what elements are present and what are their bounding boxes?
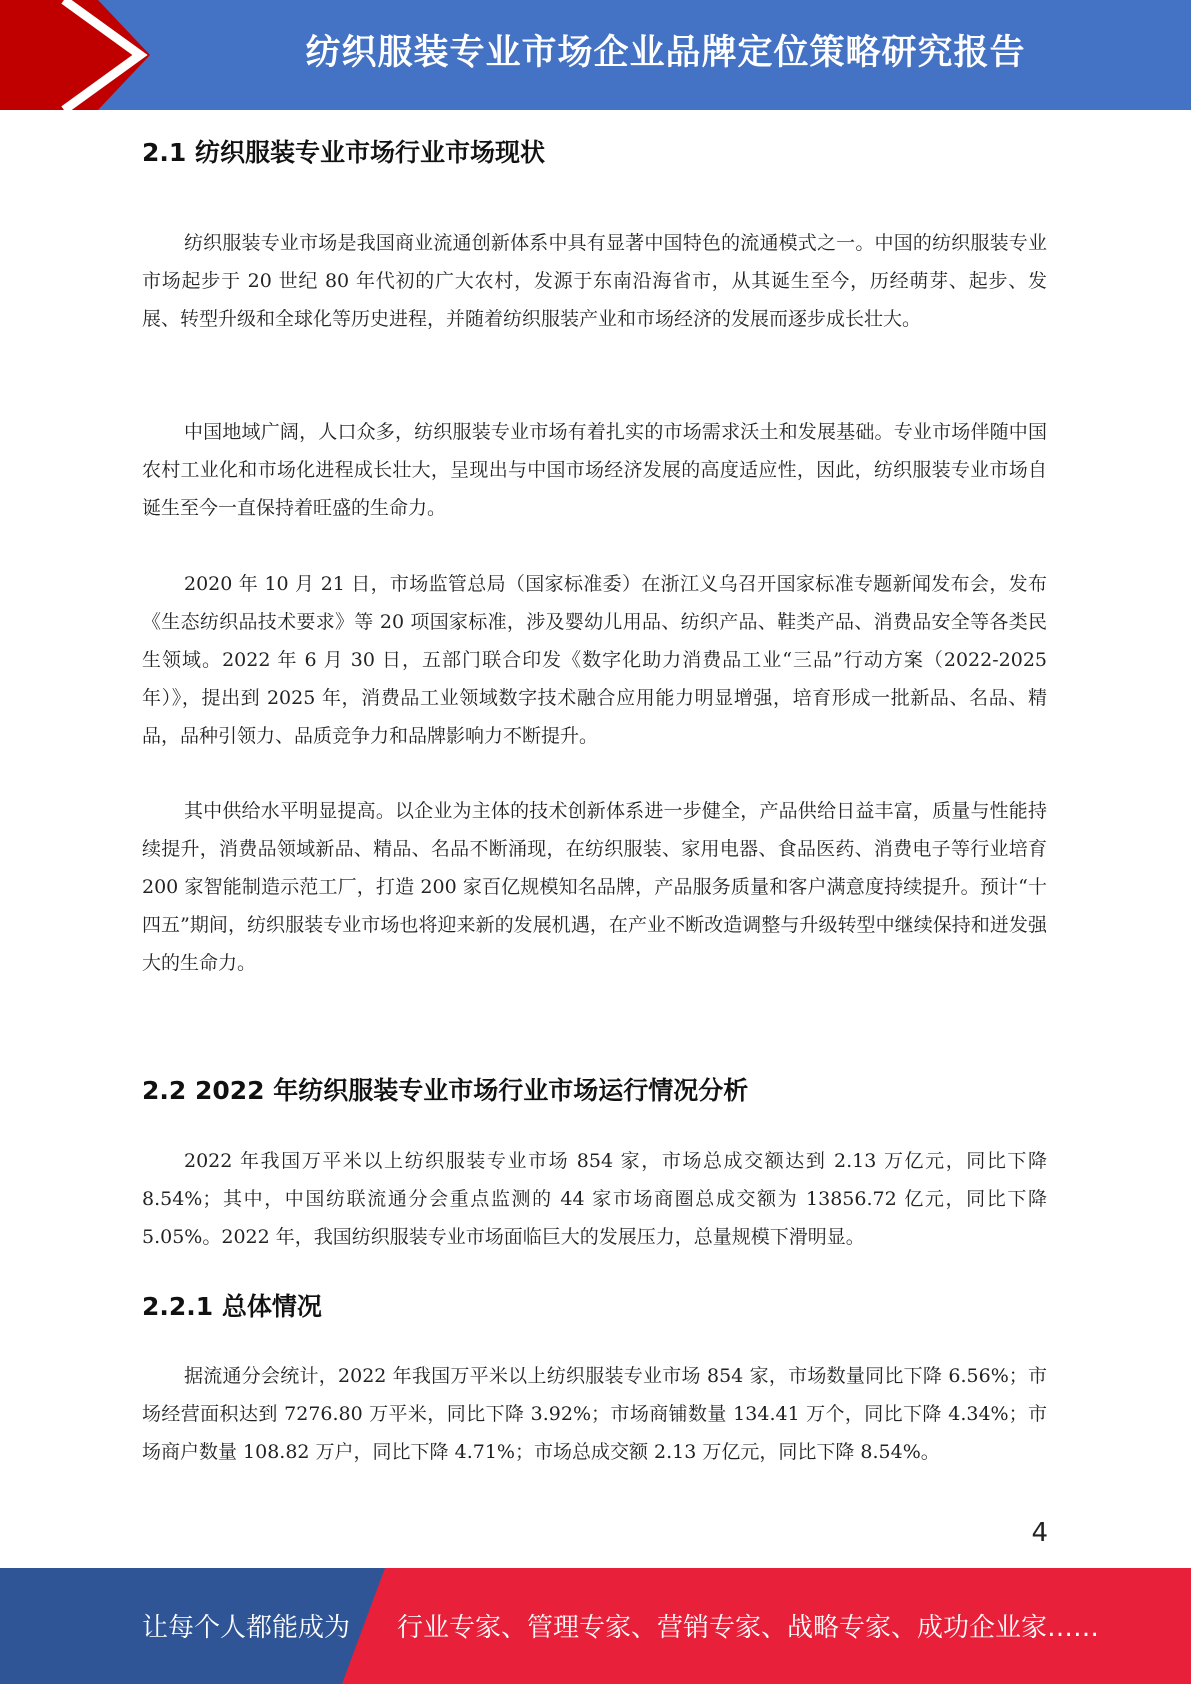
paragraph: 2022 年我国万平米以上纺织服装专业市场 854 家，市场总成交额达到 2.13 万亿元，同比下降 8.54%；其中，中国纺联流通分会重点监测的 44 家市场商圈总成交额为 13856.72 亿元，同比下降 5.05%。2022 年，我国纺织服装专业市场面临巨大的发展压力，总量规模下滑明显。 — [142, 1150, 1047, 1248]
page-number: 4 — [1031, 1518, 1048, 1548]
header-banner — [0, 0, 1191, 110]
footer-slogan-right: 行业专家、管理专家、营销专家、战略专家、成功企业家…… — [397, 1613, 1100, 1643]
paragraph: 其中供给水平明显提高。以企业为主体的技术创新体系进一步健全，产品供给日益丰富，质量与性能持续提升，消费品领域新品、精品、名品不断涌现，在纺织服装、家用电器、食品医药、消费电子等行业培育 200 家智能制造示范工厂，打造 200 家百亿规模知名品牌，产品服务质量和客户满意度持续提升。预计“十四五”期间，纺织服装专业市场也将迎来新的发展机遇，在产业不断改造调整与升级转型中继续保持和迸发强大的生命力。 — [142, 800, 1047, 974]
paragraph: 纺织服装专业市场是我国商业流通创新体系中具有显著中国特色的流通模式之一。中国的纺织服装专业市场起步于 20 世纪 80 年代初的广大农村，发源于东南沿海省市，从其诞生至今，历经萌芽、起步、发展、转型升级和全球化等历史进程，并随着纺织服装产业和市场经济的发展而逐步成长壮大。 — [142, 232, 1047, 330]
paragraph: 2020 年 10 月 21 日，市场监管总局（国家标准委）在浙江义乌召开国家标准专题新闻发布会，发布《生态纺织品技术要求》等 20 项国家标准，涉及婴幼儿用品、纺织产品、鞋类产品、消费品安全等各类民生领域。2022 年 6 月 30 日，五部门联合印发《数字化助力消费品工业“三品”行动方案（2022-2025 年）》，提出到 2025 年，消费品工业领域数字技术融合应用能力明显增强，培育形成一批新品、名品、精品，品种引领力、品质竞争力和品牌影响力不断提升。 — [142, 573, 1047, 747]
section-heading-2-2: 2.2 2022 年纺织服装专业市场行业市场运行情况分析 — [142, 1076, 749, 1105]
section-heading-2-2-1: 2.2.1 总体情况 — [142, 1292, 322, 1321]
footer-banner — [0, 1568, 1191, 1684]
section-heading-2-1: 2.1 纺织服装专业市场行业市场现状 — [142, 138, 545, 167]
footer-slogan-left: 让每个人都能成为 — [142, 1613, 351, 1643]
paragraph: 据流通分会统计，2022 年我国万平米以上纺织服装专业市场 854 家，市场数量同比下降 6.56%；市场经营面积达到 7276.80 万平米，同比下降 3.92%；市场商铺数量 134.41 万个，同比下降 4.34%；市场商户数量 108.82 万户，同比下降 4.71%；市场总成交额 2.13 万亿元，同比下降 8.54%。 — [142, 1365, 1047, 1463]
paragraph: 中国地域广阔，人口众多，纺织服装专业市场有着扎实的市场需求沃土和发展基础。专业市场伴随中国农村工业化和市场化进程成长壮大，呈现出与中国市场经济发展的高度适应性，因此，纺织服装专业市场自诞生至今一直保持着旺盛的生命力。 — [142, 421, 1047, 519]
red-arrow-decoration — [0, 0, 160, 110]
report-title: 纺织服装专业市场企业品牌定位策略研究报告 — [305, 33, 1026, 73]
